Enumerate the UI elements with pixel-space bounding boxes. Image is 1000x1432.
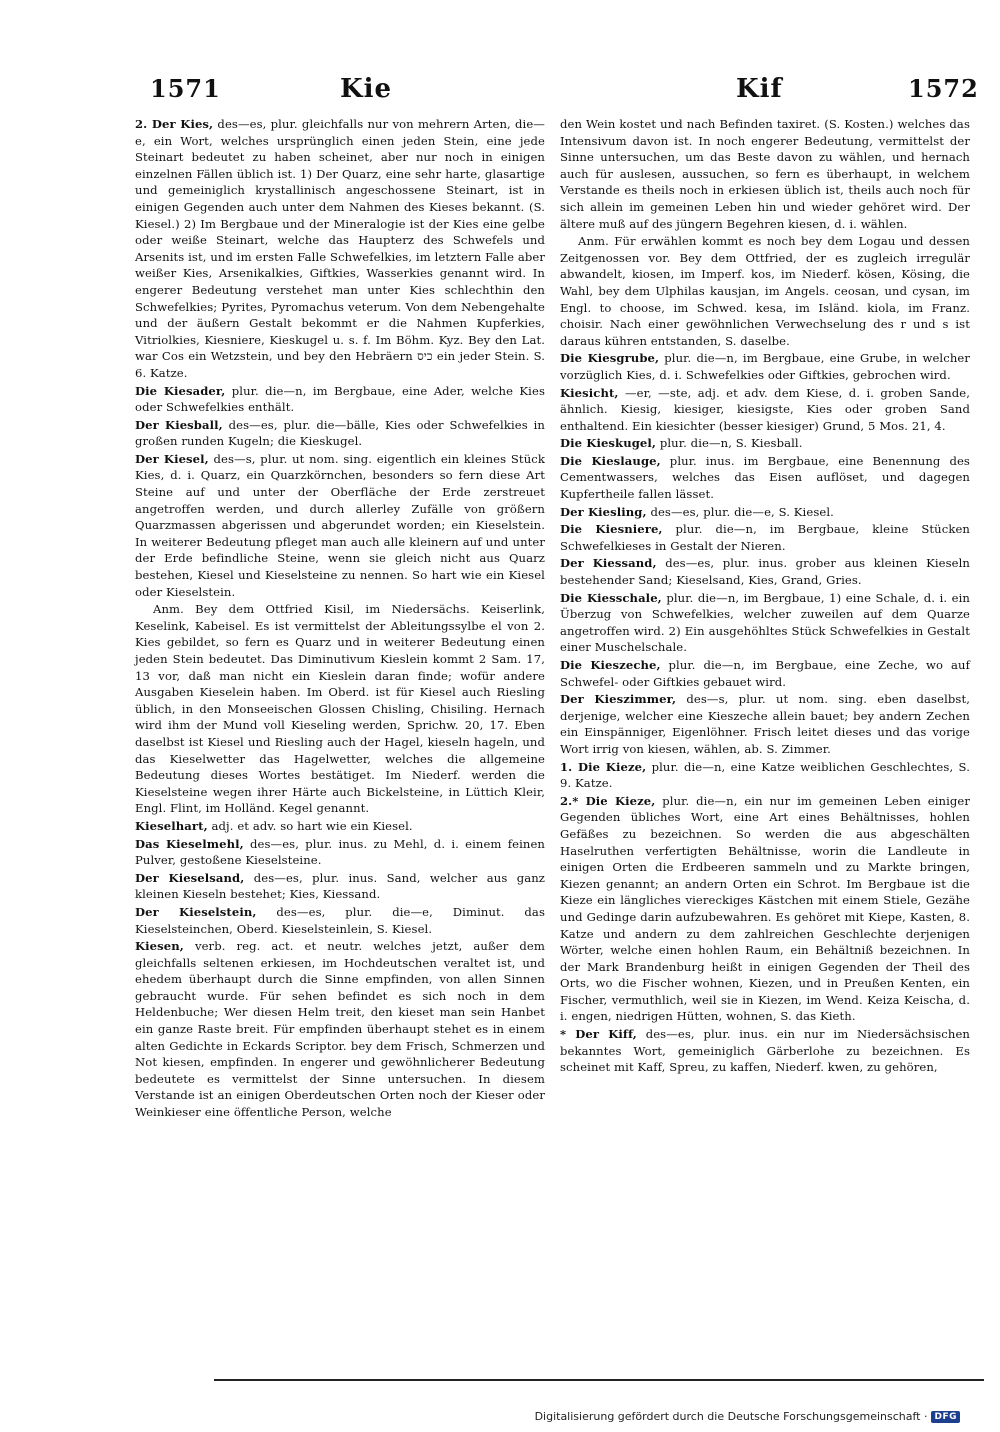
entry-lemma: Die Kiesniere, [560,522,663,537]
dictionary-entry [135,383,545,416]
dictionary-entry [560,1026,970,1076]
page-number-left: 1571 [150,74,221,103]
dictionary-entry [135,116,545,382]
dictionary-entry [135,836,545,869]
dictionary-entry [560,590,970,656]
entry-text: plur. die—n, im Bergbaue, eine Grube, in welcher vorzüglich Kies, d. i. Schwefelkies oder Giftkies, gebrochen wird. [560,351,970,382]
entry-text: des—es, plur. inus. zu Mehl, d. i. einem feinen Pulver, gestoßene Kieselsteine. [135,836,546,868]
entry-lemma: Der Kiesling, [560,504,647,519]
entry-text: plur. die—n, eine Katze weiblichen Geschlechtes, S. 9. Katze. [560,759,970,791]
dictionary-entry [560,555,970,588]
entry-text: Anm. Bey dem Ottfried Kisil, im Niedersächs. Keiserlink, Keselink, Kabeisel. Es ist vermittelst der Ableitungssylbe el von 2. Kies gebildet, so fern es Quarz und in weiterer Bedeutung einen jeden Stein bedeutet. Das Diminutivum Kieslein kommt 2 Sam. 17, 13 vor, daß man nicht ein Kieslein daran finde; wofür andere Ausgaben Kieselein haben. Im Oberd. ist für Kiesel auch Riesling üblich, in den Monseeischen Glossen Chisling, Chisiling. Hernach wird ihm der Mund voll Kieseling werden, Sprichw. 20, 17. Eben daselbst ist Kiesel und Riesling auch der Hagel, kieseln hageln, und das Kieselwetter das Hagelwetter, welches die allgemeine Bedeutung dieses Wortes bestätiget. Im Niederf. werden die Kieselsteine wegen ihrer Härte auch Bickelsteine, in Lüttich Kleir, Engl. Flint, im Holländ. Kegel genannt. [135,602,545,816]
entry-text: —er, —ste, adj. et adv. dem Kiese, d. i. groben Sande, ähnlich. Kiesig, kiesiger, kiesigste, Kies oder groben Sand enthaltend. Ein kiesichter (besser kiesiger) Grund, 5 Mos. 21, 4. [560,385,970,433]
entry-text: Anm. Für erwählen kommt es noch bey dem Logau und dessen Zeitgenossen vor. Bey dem Ottfried, der es zugleich irregulär abwandelt, kiosen, im Imperf. kos, im Niederf. kösen, Kösing, die Wahl, bey dem Ulphilas kausjan, im Angels. ceosan, und cysan, im Engl. to choose, im Schwed. kesa, im Isländ. kiola, im Franz. choisir. Nach einer gewöhnlichen Verwechselung des r und s ist daraus kühren entstanden, S. daselbe. [560,234,970,348]
entry-lemma: Der Kieszimmer, [560,692,677,707]
dictionary-entry [135,938,545,1121]
entry-lemma: Kiesicht, [560,385,619,400]
entry-text: des—s, plur. ut nom. sing. eigentlich ein kleines Stück Kies, d. i. Quarz, ein Quarzkörnchen, besonders so fern diese Art Steine auf und unter der Oberfläche der Erde zerstreuet angetroffen werden, und durch allerley Zufälle von größern Quarzmassen abgerissen und abgerundet worden; ein Kieselstein. In weiterer Bedeutung pfleget man auch alle kleinern auf und unter der Erde befindliche Steine, wenn sie gleich nicht aus Quarz bestehen, Kiesel und Kieselsteine zu nennen. So hart wie ein Kiesel oder Kieselstein. [135,451,545,599]
entry-lemma: 2.* Die Kieze, [560,793,656,808]
dictionary-entry [560,233,970,349]
dictionary-entry [135,417,545,450]
entry-lemma: Die Kiesader, [135,383,226,398]
running-head-left: Kie [340,74,393,104]
bottom-rule [214,1379,984,1381]
entry-lemma: Der Kieselstein, [135,904,257,919]
entry-text: verb. reg. act. et neutr. welches jetzt, außer dem gleichfalls seltenen erkiesen, im Hochdeutschen veraltet ist, und ehedem überhaupt durch die Sinne empfinden, von allen Sinnen gebraucht wurde. Für sehen befindet es sich noch in dem Heldenbuche; Wer diesen Helm treit, den kieset man sein Hanbet ein ganze Raste breit. Für empfinden überhaupt stehet es in einem alten Gedichte in Eckards Scriptor. bey dem Frisch, Schmerzen und Not kiesen, empfinden. In engerer und gewöhnlicherer Bedeutung bedeutete es vermittelst der Sinne untersuchen. In diesem Verstande ist an einigen Oberdeutschen Orten noch der Kieser oder Weinkieser eine öffentliche Person, welche [135,939,545,1120]
footer-credit: Digitalisierung gefördert durch die Deutsche Forschungsgemeinschaft · [534,1410,928,1423]
dictionary-entry [560,691,970,757]
dictionary-entry [560,793,970,1025]
entry-text: plur. die—n, im Bergbaue, eine Ader, welche Kies oder Schwefelkies enthält. [135,383,545,415]
entry-text: des—es, plur. die—e, S. Kiesel. [650,504,834,519]
entry-text: des—es, plur. inus. Sand, welcher aus ganz kleinen Kieseln bestehet; Kies, Kiessand. [135,870,546,902]
dictionary-entry [560,116,970,232]
dictionary-entry [560,350,970,383]
dictionary-entry [135,451,545,600]
dfg-logo-icon: DFG [931,1411,960,1423]
page-number-right: 1572 [908,74,979,103]
right-column [560,116,970,1077]
dictionary-entry [560,759,970,792]
entry-text: des—es, plur. die—bälle, Kies oder Schwefelkies in großen runden Kugeln; die Kieskugel. [135,417,545,449]
dictionary-entry [560,504,970,521]
entry-text: den Wein kostet und nach Befinden taxiret. (S. Kosten.) welches das Intensivum davon ist. In noch engerer Bedeutung, vermittelst der Sinne untersuchen, um das Beste davon zu wählen, und hernach auch für auslesen, aussuchen, so fern es überhaupt, in welchem Verstande es theils noch in erkiesen üblich ist, theils auch noch für sich allein im gemeinen Leben hin und wieder gehöret wird. Der ältere muß auf des jüngern Begehren kiesen, d. i. wählen. [560,117,970,231]
entry-text: plur. die—n, im Bergbaue, eine Zeche, wo auf Schwefel- oder Giftkies gebauet wird. [560,658,970,689]
dictionary-entry [560,385,970,435]
entry-lemma: Das Kieselmehl, [135,836,244,851]
entry-text: plur. die—n, im Bergbaue, 1) eine Schale, d. i. ein Überzug von Schwefelkies, welcher zuweilen auf dem Quarze angetroffen wird. 2) Ein ausgehöhltes Stück Schwefelkies in Gestalt einer Muschelschale. [560,590,970,655]
entry-lemma: 1. Die Kieze, [560,759,647,774]
entry-lemma: 2. Der Kies, [135,117,214,131]
dictionary-entry [135,870,545,903]
entry-lemma: Der Kieselsand, [135,870,245,885]
running-head-right: Kif [736,74,783,104]
dictionary-entry [560,521,970,554]
entry-text: des—es, plur. gleichfalls nur von mehrern Arten, die—e, ein Wort, welches ursprünglich einen jeden Stein, eine jede Steinart bedeutet zu haben scheinet, aber nur noch in einigen einzelnen Fällen üblich ist. 1) Der Quarz, eine sehr harte, glasartige und gemeiniglich krystallinisch angeschossene Steinart, ist in einigen Gegenden auch unter dem Nahmen des Kieses bekannt. (S. Kiesel.) 2) Im Bergbaue und der Mineralogie ist der Kies eine gelbe oder weiße Steinart, welche das Haupterz des Schwefels und Arsenits ist, und im ersten Falle Schwefelkies, im letztern Falle aber weißer Kies, Arsenikalkies, Giftkies, Wasserkies genannt wird. In engerer Bedeutung verstehet man unter Kies schlechthin den Schwefelkies; Pyrites, Pyromachus veterum. Von dem Nebengehalte und der äußern Gestalt bekommt er die Nahmen Kupferkies, Vitriolkies, Kiesniere, Kieskugel u. s. f. Im Böhm. Kyz. Bey den Lat. war Cos ein Wetzstein, und bey den Hebräern כיס ein jeder Stein. S. 6. Katze. [135,117,545,380]
entry-text: des—es, plur. inus. ein nur im Niedersächsischen bekanntes Wort, gemeiniglich Gärberlohe zu bezeichnen. Es scheinet mit Kaff, Spreu, zu kaffen, Niederf. kwen, zu gehören, [560,1027,970,1075]
entry-text: des—es, plur. inus. grober aus kleinen Kieseln bestehender Sand; Kieselsand, Kies, Grand, Gries. [560,556,970,588]
entry-lemma: Der Kiesel, [135,451,209,466]
dictionary-entry [560,453,970,503]
dictionary-entry [560,435,970,452]
entry-lemma: Die Kieszeche, [560,658,661,672]
footer [535,1410,960,1423]
entry-lemma: Der Kiesball, [135,417,223,432]
entry-text: des—es, plur. die—e, Diminut. das Kieselsteinchen, Oberd. Kieselsteinlein, S. Kiesel. [135,904,545,936]
entry-lemma: Die Kiesgrube, [560,351,660,366]
entry-lemma: Die Kieslauge, [560,453,661,468]
entry-text: plur. die—n, im Bergbaue, kleine Stücken Schwefelkieses in Gestalt der Nieren. [560,522,970,553]
left-column [135,116,545,1122]
entry-lemma: * Der Kiff, [560,1027,637,1042]
entry-text: plur. die—n, S. Kiesball. [659,436,803,451]
dictionary-entry [135,904,545,937]
entry-text: des—s, plur. ut nom. sing. eben daselbst, derjenige, welcher eine Kieszeche allein bauet; bey andern Zechen ein Einspänniger, Eigenlöhner. Frisch leitet dieses und das vorige Wort irrig von kiesen, wählen, ab. S. Zimmer. [560,692,970,756]
entry-lemma: Die Kieskugel, [560,436,657,451]
entry-text: plur. inus. im Bergbaue, eine Benennung des Cementwassers, welches das Eisen auflöset, und dagegen Kupfertheile fallen lässet. [560,453,970,502]
entry-lemma: Die Kiesschale, [560,590,662,605]
dictionary-entry [135,601,545,817]
dictionary-entry [135,818,545,835]
entry-lemma: Der Kiessand, [560,556,657,571]
dictionary-entry [560,657,970,690]
entry-lemma: Kieselhart, [135,818,208,833]
entry-text: adj. et adv. so hart wie ein Kiesel. [211,818,413,833]
entry-lemma: Kiesen, [135,939,184,954]
entry-text: plur. die—n, ein nur im gemeinen Leben einiger Gegenden übliches Wort, eine Art eines Behältnisses, hohlen Gefäßes zu bezeichnen. So werden die aus abgeschälten Haselruthen verfertigten Behältnisse, worin die Landleute in einigen Orten die Erdbeeren sammeln und zu Markte bringen, Kiezen genannt; an andern Orten ein Schrot. Im Bergbaue ist die Kieze ein längliches viereckiges Kästchen mit einem Stiele, Gezähe und Gedinge darin aufzubewahren. Es gehöret mit Kiepe, Kasten, 8. Katze und andern zu dem zahlreichen Geschlechte derjenigen Wörter, welche einen hohlen Raum, ein Behältniß bezeichnen. In der Mark Brandenburg heißt in einigen Gegenden der Theil des Orts, wo die Fischer wohnen, Kiezen, und in Preußen Kenten, ein Fischer, vermuthlich, weil sie in Kiezen, im Wend. Keiza Keischa, d. i. engen, niedrigen Hütten, wohnen, S. das Kieth. [560,793,970,1024]
